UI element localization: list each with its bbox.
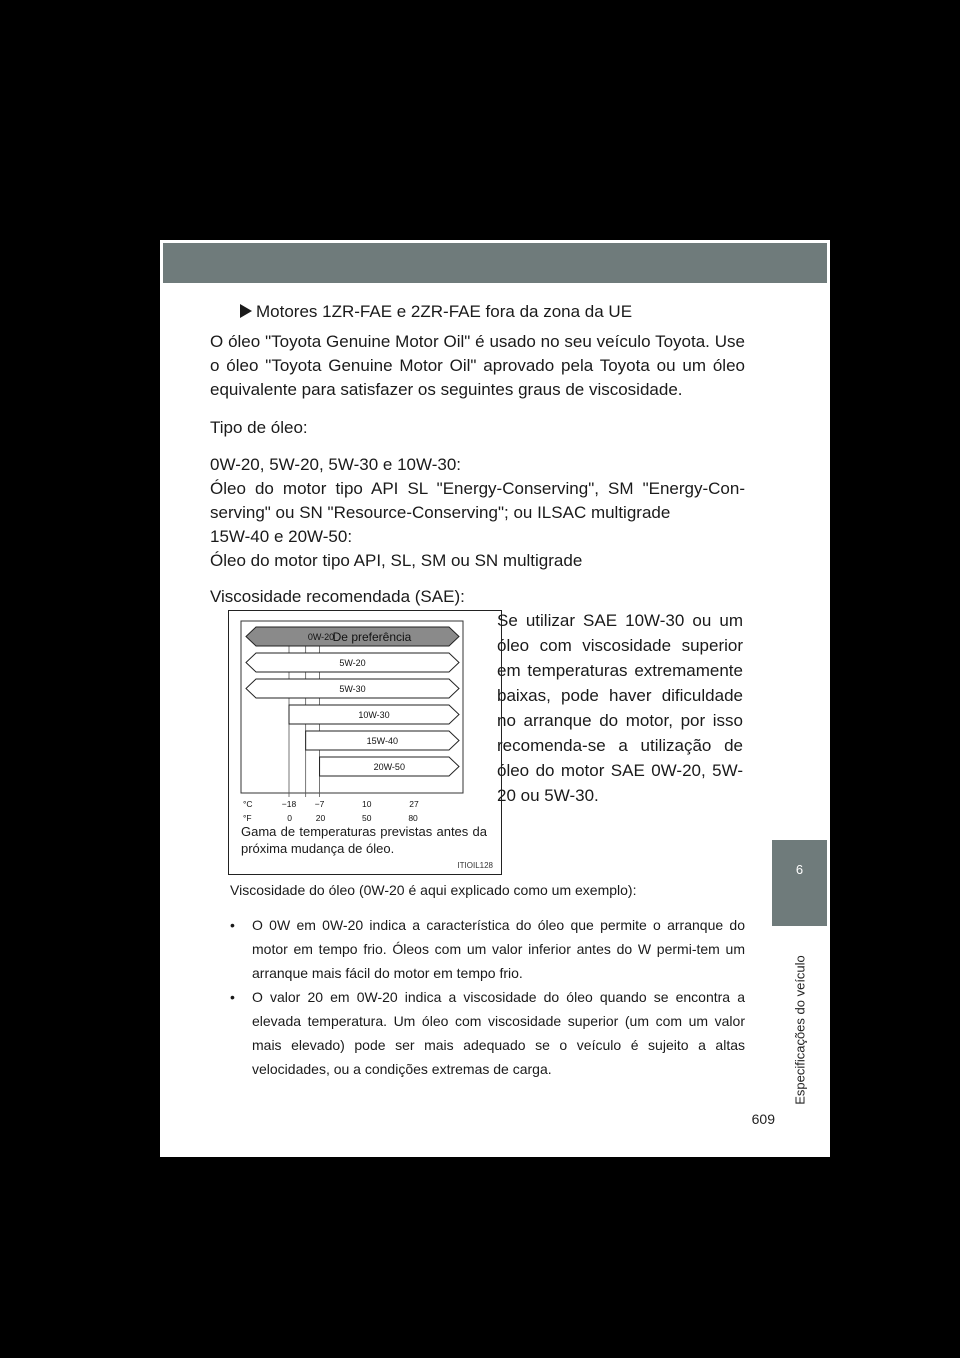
chart-tick-celsius: −18 xyxy=(281,799,297,809)
chart-tick-celsius: 27 xyxy=(409,799,419,809)
chart-bar-label: 5W-30 xyxy=(339,684,366,694)
manual-page xyxy=(160,240,830,1157)
chart-bar-label: 20W-50 xyxy=(373,762,405,772)
figure-caption: Gama de temperaturas previstas antes da próxima mudança de óleo. xyxy=(241,824,487,856)
group2-description: Óleo do motor tipo API, SL, SM ou SN multigrade xyxy=(210,551,583,570)
intro-paragraph: O óleo "Toyota Genuine Motor Oil" é usado no seu veículo Toyota. Use o óleo "Toyota Genuine Motor Oil" aprovado pela Toyota ou um óleo equivalente para satisfazer os seguintes graus de viscosidade. xyxy=(210,332,745,399)
chapter-tab[interactable]: 6 xyxy=(772,840,827,926)
chart-tick-celsius: −7 xyxy=(314,799,325,809)
oil-type-label: Tipo de óleo: xyxy=(210,418,308,437)
chart-preferred-label: De preferência xyxy=(332,630,412,644)
header-bar xyxy=(163,243,827,283)
section-heading: Motores 1ZR-FAE e 2ZR-FAE fora da zona da UE xyxy=(240,302,632,322)
chapter-title: Especificações do veículo xyxy=(792,955,807,1105)
viscosity-note: Se utilizar SAE 10W-30 ou um óleo com viscosidade superior em temperaturas extremamente baixas, pode haver dificuldade no arranque do motor, por isso recomenda-se a utilização de óleo do motor SAE 0W-20, 5W-20 ou 5W-30. xyxy=(497,611,743,805)
chart-bar-label: 15W-40 xyxy=(366,736,399,746)
chart-tick-fahrenheit: 80 xyxy=(408,813,418,823)
group1-description: Óleo do motor tipo API SL "Energy-Conserving", SM "Energy-Con-serving" ou SN "Resource-Conserving"; ou ILSAC multigrade xyxy=(210,479,745,522)
triangle-bullet-icon xyxy=(240,304,252,318)
viscosity-chart xyxy=(228,610,502,875)
chart-tick-fahrenheit: 50 xyxy=(362,813,372,823)
bullet-item: • O valor 20 em 0W-20 indica a viscosidade do óleo quando se encontra a elevada temperatura. Um óleo com viscosidade superior (um com um valor mais elevado) pode ser mais adequado se o veículo é sujeito a altas velocidades, ou a condições extremas de carga. xyxy=(230,985,745,1081)
bullet-dot: • xyxy=(230,917,235,933)
group1-grades: 0W-20, 5W-20, 5W-30 e 10W-30: xyxy=(210,455,462,474)
chart-tick-fahrenheit: 0 xyxy=(287,813,292,823)
chart-bar-label: 0W-20 xyxy=(307,632,335,642)
bullet-item: • O 0W em 0W-20 indica a característica do óleo que permite o arranque do motor em tempo frio. Óleos com um valor inferior antes do W permi-tem um arranque mais fácil do motor em tempo frio. xyxy=(230,913,745,985)
group2-grades: 15W-40 e 20W-50: xyxy=(210,527,353,546)
chart-tick-fahrenheit: 20 xyxy=(315,813,326,823)
chart-unit-celsius: °C xyxy=(243,799,253,809)
page-number: 609 xyxy=(751,1111,775,1127)
chart-unit-fahrenheit: °F xyxy=(243,813,252,823)
chart-tick-celsius: 10 xyxy=(362,799,372,809)
figure-code: ITIOIL128 xyxy=(457,861,493,870)
viscosity-explained: Viscosidade do óleo (0W-20 é aqui explicado como um exemplo): xyxy=(230,882,637,898)
bullet-dot: • xyxy=(230,989,235,1005)
viscosity-label: Viscosidade recomendada (SAE): xyxy=(210,587,465,606)
chart-bar-label: 5W-20 xyxy=(339,658,366,668)
chart-bar-label: 10W-30 xyxy=(358,710,390,720)
